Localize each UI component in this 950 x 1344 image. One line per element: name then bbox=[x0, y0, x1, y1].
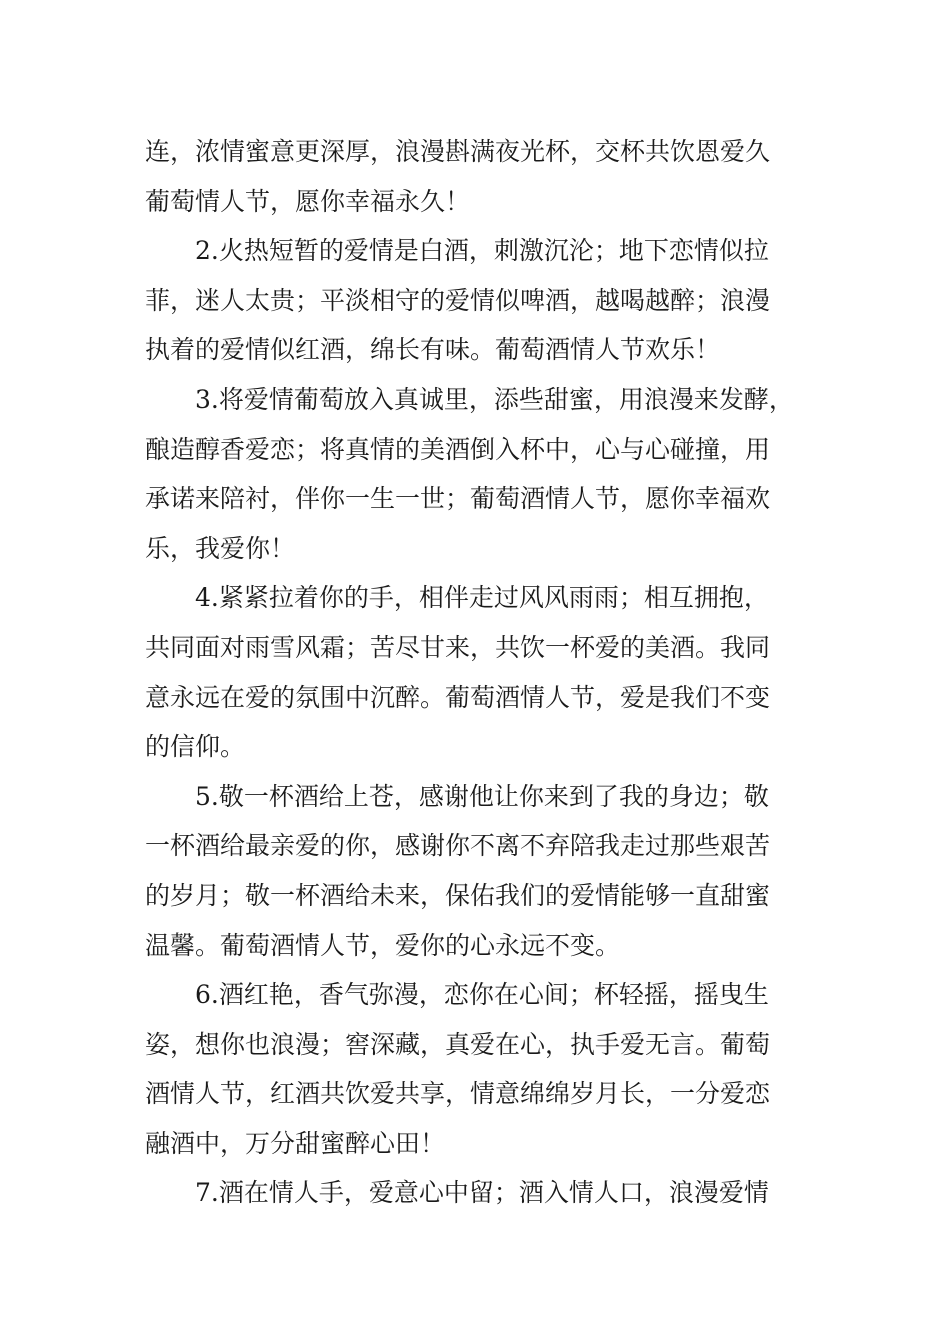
text-line: 融酒中，万分甜蜜醉心田！ bbox=[145, 1128, 446, 1158]
text-line: 葡萄情人节，愿你幸福永久！ bbox=[145, 186, 471, 216]
paragraph-start-line: 7.酒在情人手，爱意心中留；酒入情人口，浪漫爱情 bbox=[195, 1178, 769, 1208]
text-line: 一杯酒给最亲爱的你，感谢你不离不弃陪我走过那些艰苦 bbox=[145, 831, 771, 861]
text-line: 菲，迷人太贵；平淡相守的爱情似啤酒，越喝越醉；浪漫 bbox=[145, 285, 771, 315]
paragraph-start-line: 2.火热短暂的爱情是白酒，刺激沉沦；地下恋情似拉 bbox=[195, 236, 769, 266]
text-line: 承诺来陪衬，伴你一生一世；葡萄酒情人节，愿你幸福欢 bbox=[145, 484, 771, 514]
paragraph-start-line: 5.敬一杯酒给上苍，感谢他让你来到了我的身边；敬 bbox=[195, 781, 769, 811]
text-line: 酒情人节，红酒共饮爱共享，情意绵绵岁月长，一分爱恋 bbox=[145, 1079, 771, 1109]
text-line: 执着的爱情似红酒，绵长有味。葡萄酒情人节欢乐！ bbox=[145, 335, 721, 365]
text-line: 乐，我爱你！ bbox=[145, 533, 296, 563]
text-line: 的岁月；敬一杯酒给未来，保佑我们的爱情能够一直甜蜜 bbox=[145, 880, 771, 910]
text-line: 连，浓情蜜意更深厚，浪漫斟满夜光杯，交杯共饮恩爱久 bbox=[145, 137, 771, 166]
text-line: 意永远在爱的氛围中沉醉。葡萄酒情人节，爱是我们不变 bbox=[145, 682, 771, 712]
text-line: 共同面对雨雪风霜；苦尽甘来，共饮一杯爱的美酒。我同 bbox=[145, 632, 771, 662]
document-body bbox=[145, 127, 815, 1218]
text-line: 酿造醇香爱恋；将真情的美酒倒入杯中，心与心碰撞，用 bbox=[145, 434, 771, 464]
text-line: 温馨。葡萄酒情人节，爱你的心永远不变。 bbox=[145, 930, 621, 960]
paragraph-start-line: 6.酒红艳，香气弥漫，恋你在心间；杯轻摇，摇曳生 bbox=[195, 980, 769, 1010]
text-line: 姿，想你也浪漫；窖深藏，真爱在心，执手爱无言。葡萄 bbox=[145, 1029, 771, 1059]
paragraph-start-line: 3.将爱情葡萄放入真诚里，添些甜蜜，用浪漫来发酵， bbox=[195, 384, 794, 414]
paragraph-start-line: 4.紧紧拉着你的手，相伴走过风风雨雨；相互拥抱， bbox=[195, 583, 769, 613]
text-line: 的信仰。 bbox=[145, 732, 246, 762]
